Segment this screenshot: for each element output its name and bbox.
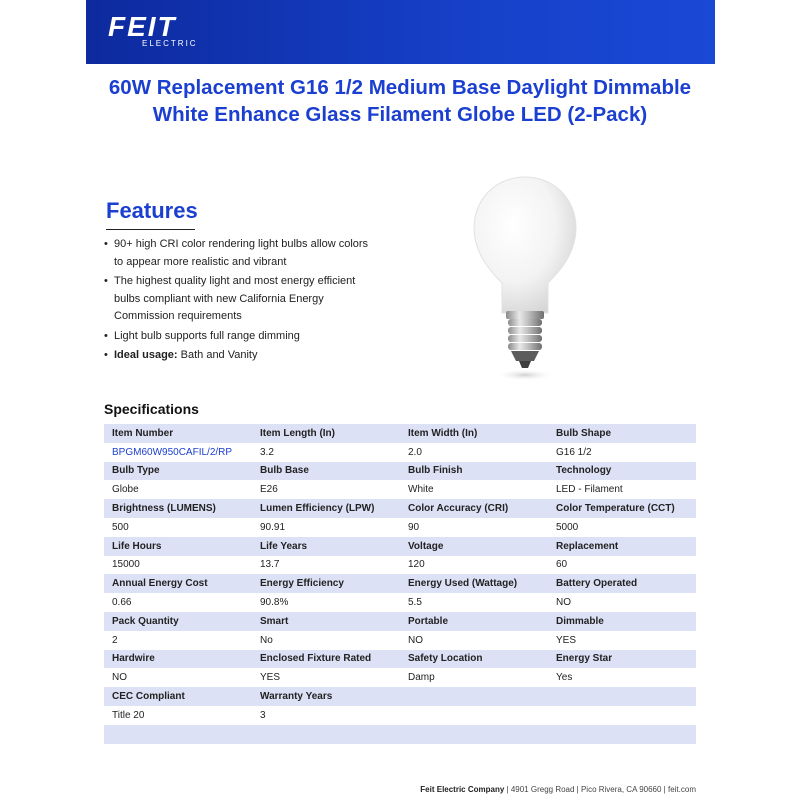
spec-value: YES	[252, 668, 400, 687]
spec-value-row	[104, 480, 696, 499]
spec-label: Bulb Finish	[400, 462, 548, 481]
spec-value-row	[104, 593, 696, 612]
spec-value-row	[104, 556, 696, 575]
spec-label: Voltage	[400, 537, 548, 556]
spec-label: Bulb Type	[104, 462, 252, 481]
spec-label: Pack Quantity	[104, 612, 252, 631]
spec-value: 13.7	[252, 556, 400, 575]
spec-value: No	[252, 631, 400, 650]
spec-label: CEC Compliant	[104, 687, 252, 706]
spec-label: Replacement	[548, 537, 696, 556]
spec-label-row	[104, 612, 696, 631]
footer	[420, 785, 696, 794]
spec-blank-cell	[548, 725, 696, 744]
spec-value-row	[104, 518, 696, 537]
specifications-heading: Specifications	[104, 401, 199, 417]
spec-value: YES	[548, 631, 696, 650]
feature-item: • Light bulb supports full range dimming	[104, 328, 374, 346]
spec-value: 15000	[104, 556, 252, 575]
spec-label: Brightness (LUMENS)	[104, 499, 252, 518]
spec-value: White	[400, 480, 548, 499]
spec-value: E26	[252, 480, 400, 499]
spec-label-row	[104, 462, 696, 481]
feature-item: • 90+ high CRI color rendering light bulbs allow colors to appear more realistic and vibrant	[104, 238, 369, 268]
spec-label	[548, 687, 696, 706]
spec-value	[400, 706, 548, 725]
bullet-icon: •	[104, 238, 108, 250]
spec-value: 5.5	[400, 593, 548, 612]
spec-blank-cell	[400, 725, 548, 744]
spec-value: 0.66	[104, 593, 252, 612]
bullet-icon: •	[104, 329, 108, 342]
spec-label: Dimmable	[548, 612, 696, 631]
spec-value	[548, 706, 696, 725]
spec-label: Energy Star	[548, 650, 696, 669]
footer-website: feit.com	[667, 785, 696, 794]
spec-value: 90.8%	[252, 593, 400, 612]
spec-value-row	[104, 706, 696, 725]
feit-logo	[108, 11, 218, 51]
spec-value-row	[104, 668, 696, 687]
spec-label: Enclosed Fixture Rated	[252, 650, 400, 669]
spec-blank-cell	[104, 725, 252, 744]
spec-value: 5000	[548, 518, 696, 537]
features-underline	[106, 229, 195, 230]
spec-label-row	[104, 687, 696, 706]
spec-label: Battery Operated	[548, 574, 696, 593]
spec-value: 60	[548, 556, 696, 575]
footer-company: Feit Electric Company	[420, 785, 505, 794]
brand-header	[86, 0, 715, 64]
footer-address: | 4901 Gregg Road | Pico Rivera, CA 90660 |	[504, 785, 668, 794]
spec-label: Item Width (In)	[400, 424, 548, 443]
spec-value: G16 1/2	[548, 443, 696, 462]
spec-label: Color Accuracy (CRI)	[400, 499, 548, 518]
spec-label-row	[104, 650, 696, 669]
feature-item: • The highest quality light and most energy efficient bulbs compliant with new California Energy Commission requirements	[104, 275, 356, 322]
spec-value: 90.91	[252, 518, 400, 537]
spec-value: NO	[104, 668, 252, 687]
logo-wordmark: FEIT	[108, 11, 177, 42]
spec-label: Lumen Efficiency (LPW)	[252, 499, 400, 518]
spec-label: Annual Energy Cost	[104, 574, 252, 593]
product-title: 60W Replacement G16 1/2 Medium Base Daylight Dimmable White Enhance Glass Filament Globe LED (2-Pack)	[108, 76, 692, 126]
spec-value: 2	[104, 631, 252, 650]
spec-value: 3	[252, 706, 400, 725]
spec-value: Damp	[400, 668, 548, 687]
spec-label-row	[104, 424, 696, 443]
spec-label	[400, 687, 548, 706]
spec-value: 500	[104, 518, 252, 537]
spec-value: 120	[400, 556, 548, 575]
spec-label: Color Temperature (CCT)	[548, 499, 696, 518]
spec-label-row	[104, 537, 696, 556]
spec-label-row	[104, 574, 696, 593]
spec-label: Life Years	[252, 537, 400, 556]
feature-label: Ideal usage:	[114, 349, 178, 361]
spec-value-row	[104, 631, 696, 650]
spec-value: LED - Filament	[548, 480, 696, 499]
spec-label: Smart	[252, 612, 400, 631]
spec-value: 2.0	[400, 443, 548, 462]
spec-label: Portable	[400, 612, 548, 631]
spec-blank-cell	[252, 725, 400, 744]
spec-label: Safety Location	[400, 650, 548, 669]
spec-label: Bulb Base	[252, 462, 400, 481]
spec-label: Item Number	[104, 424, 252, 443]
spec-value: Title 20	[104, 706, 252, 725]
spec-value: 3.2	[252, 443, 400, 462]
bullet-icon: •	[104, 349, 108, 361]
spec-label: Technology	[548, 462, 696, 481]
spec-value: NO	[548, 593, 696, 612]
specifications-table	[104, 424, 696, 744]
spec-value-row	[104, 443, 696, 462]
features-list	[104, 236, 374, 367]
bullet-icon: •	[104, 275, 108, 287]
spec-blank-row	[104, 725, 696, 744]
spec-value: Yes	[548, 668, 696, 687]
spec-value: 90	[400, 518, 548, 537]
spec-label: Bulb Shape	[548, 424, 696, 443]
spec-label: Energy Used (Wattage)	[400, 574, 548, 593]
spec-label: Warranty Years	[252, 687, 400, 706]
spec-label: Life Hours	[104, 537, 252, 556]
feature-item: • Ideal usage: Bath and Vanity	[104, 347, 374, 365]
spec-label: Item Length (In)	[252, 424, 400, 443]
logo-subtitle: ELECTRIC	[142, 39, 198, 48]
spec-label-row	[104, 499, 696, 518]
spec-value: Globe	[104, 480, 252, 499]
spec-label: Hardwire	[104, 650, 252, 669]
spec-value: BPGM60W950CAFIL/2/RP	[104, 443, 252, 462]
spec-label: Energy Efficiency	[252, 574, 400, 593]
features-heading: Features	[106, 198, 198, 223]
bulb-image	[470, 175, 580, 385]
spec-value: NO	[400, 631, 548, 650]
